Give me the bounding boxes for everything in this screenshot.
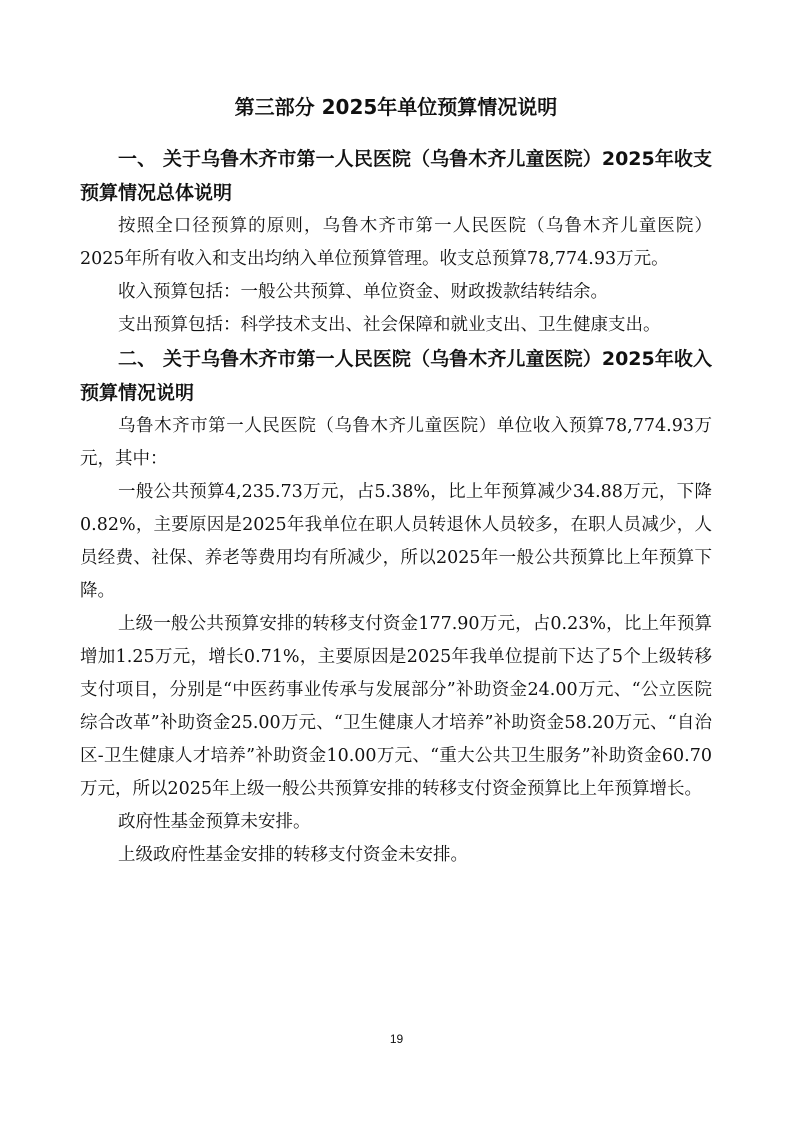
paragraph: 乌鲁木齐市第一人民医院（乌鲁木齐儿童医院）单位收入预算78,774.93万元，其中： [80,416,712,469]
section-heading-1: 一、 关于乌鲁木齐市第一人民医院（乌鲁木齐儿童医院）2025年收支预算情况总体说明 [80,148,712,204]
paragraph: 政府性基金预算未安排。 [118,812,311,832]
paragraph: 收入预算包括：一般公共预算、单位资金、财政拨款结转结余。 [118,282,608,302]
paragraph: 上级一般公共预算安排的转移支付资金177.90万元，占0.23%，比上年预算增加1.25万元，增长0.71%，主要原因是2025年我单位提前下达了5个上级转移支付项目，分别是“中医药事业传承与发展部分”补助资金24.00万元、“公立医院综合改革”补助资金25.00万元、“卫生健康人才培养”补助资金58.20万元、“自治区-卫生健康人才培养”补助资金10.00万元、“重大公共卫生服务”补助资金60.70万元，所以2025年上级一般公共预算安排的转移支付资金预算比上年预算增长。 [80,614,712,799]
page-title: 第三部分 2025年单位预算情况说明 [234,95,558,119]
paragraph: 支出预算包括：科学技术支出、社会保障和就业支出、卫生健康支出。 [118,315,661,335]
document-body [80,92,712,872]
section-heading-2: 二、 关于乌鲁木齐市第一人民医院（乌鲁木齐儿童医院）2025年收入预算情况说明 [80,348,712,404]
paragraph: 一般公共预算4,235.73万元，占5.38%，比上年预算减少34.88万元，下降0.82%，主要原因是2025年我单位在职人员转退休人员较多，在职人员减少，人员经费、社保、养老等费用均有所减少，所以2025年一般公共预算比上年预算下降。 [80,482,712,601]
paragraph: 上级政府性基金安排的转移支付资金未安排。 [118,845,468,865]
page-number: 19 [389,1032,404,1046]
paragraph: 按照全口径预算的原则，乌鲁木齐市第一人民医院（乌鲁木齐儿童医院）2025年所有收入和支出均纳入单位预算管理。收支总预算78,774.93万元。 [80,216,712,269]
